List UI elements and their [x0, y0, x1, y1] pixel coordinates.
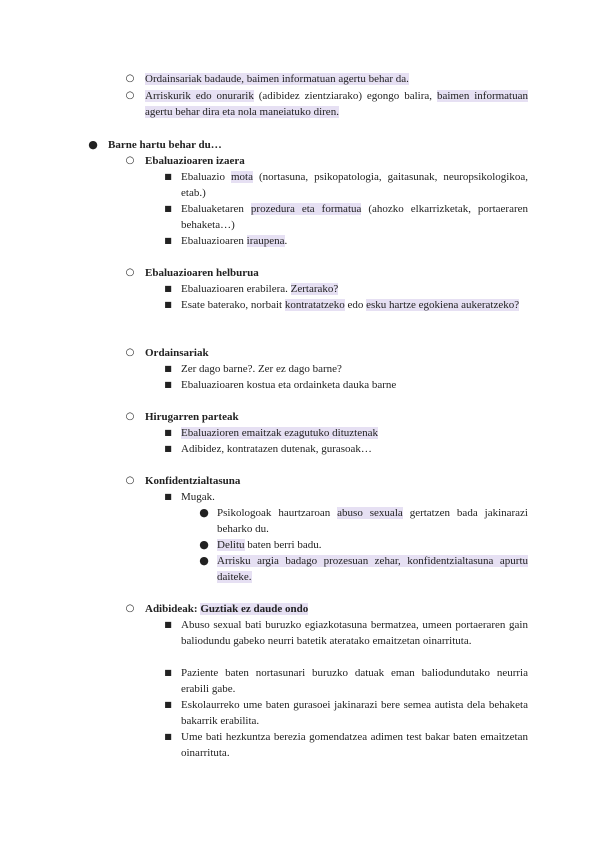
list-item-text — [181, 233, 528, 249]
list-item-text — [145, 71, 528, 87]
list-item-text — [108, 137, 528, 153]
highlighted-text: esku hartze egokiena aukeratzeko? — [366, 299, 520, 311]
text-run: Ebaluazio — [181, 171, 231, 183]
circle-bullet-icon: ○ — [125, 90, 135, 101]
list-item-text — [145, 409, 528, 425]
square-bullet-icon: ■ — [164, 700, 172, 709]
square-bullet-icon: ■ — [164, 732, 172, 741]
list-item — [164, 697, 528, 729]
list-item-text — [181, 441, 528, 457]
list-item-text — [217, 553, 528, 585]
text-run: Paziente baten nortasunari buruzko datuak eman baliodundutako neurria erabili gabe. — [181, 667, 528, 695]
list-item-text — [145, 473, 528, 489]
list-item — [164, 441, 528, 457]
text-run: Ebaluazioaren erabilera. — [181, 283, 291, 295]
square-bullet-icon: ■ — [164, 236, 172, 245]
list-item-text — [181, 169, 528, 201]
highlighted-text: Delitu — [217, 539, 245, 551]
disc-bullet-icon: ● — [199, 554, 209, 567]
highlighted-text: baimen informatuan agertu behar dira eta nola maneiatuko diren. — [145, 90, 528, 118]
text-run: edo — [344, 299, 367, 311]
text-run: Zer dago barne?. Zer ez dago barne? — [181, 363, 342, 375]
list-item — [164, 201, 529, 233]
text-run: Ebaluazioaren — [181, 235, 247, 247]
highlighted-text: Ebaluazioren emaitzak ezagutuko dituztenak — [181, 427, 378, 439]
text-run: Mugak. — [181, 491, 215, 503]
circle-bullet-icon: ○ — [125, 603, 135, 614]
list-item — [164, 281, 528, 297]
list-item-text — [181, 665, 528, 697]
square-bullet-icon: ■ — [164, 300, 172, 309]
square-bullet-icon: ■ — [164, 668, 172, 677]
highlighted-text: Zertarako? — [290, 283, 339, 295]
list-item — [88, 137, 528, 153]
list-item-text — [145, 345, 528, 361]
highlighted-text: kontratatzeko — [284, 299, 345, 311]
list-item — [125, 71, 528, 87]
list-item-text — [145, 153, 528, 169]
list-item-text — [181, 617, 528, 649]
list-item — [125, 345, 528, 361]
list-item — [164, 297, 528, 313]
list-item-text — [181, 425, 528, 441]
text-run: Hirugarren parteak — [145, 411, 239, 423]
text-run: Psikologoak haurtzaroan — [217, 507, 338, 519]
list-item-text — [145, 601, 528, 617]
list-item — [125, 88, 528, 120]
list-item-text — [181, 297, 528, 313]
text-run: baten berri badu. — [244, 539, 322, 551]
list-item-text — [181, 697, 528, 729]
circle-bullet-icon: ○ — [125, 411, 135, 422]
list-item — [199, 537, 528, 553]
list-item-text — [145, 265, 528, 281]
list-item — [199, 505, 528, 537]
list-item — [164, 425, 528, 441]
square-bullet-icon: ■ — [164, 284, 172, 293]
list-item-text — [181, 377, 528, 393]
text-run: Abuso sexual bati buruzko egiazkotasuna bermatzea, umeen portaeraren gain baliodundu gabeko neurri batetik ateratako emaitzetan oinarrituta. — [181, 619, 528, 647]
text-run: Ebaluazioaren kostua eta ordainketa dauka barne — [181, 379, 397, 391]
list-item — [164, 729, 528, 761]
text-run: Barne hartu behar du… — [108, 139, 222, 151]
list-item — [164, 233, 528, 249]
highlighted-text: Ordainsariak badaude, baimen informatuan agertu behar da. — [145, 73, 409, 85]
list-item — [125, 601, 528, 617]
square-bullet-icon: ■ — [164, 492, 172, 501]
list-item — [164, 665, 528, 697]
circle-bullet-icon: ○ — [125, 73, 135, 84]
text-run: (adibidez zientziarako) egongo balira, — [253, 90, 437, 102]
list-item — [125, 409, 528, 425]
text-run: Ebaluazioaren helburua — [145, 267, 259, 279]
square-bullet-icon: ■ — [164, 428, 172, 437]
highlighted-text: Arriskurik edo onurarik — [145, 90, 254, 102]
square-bullet-icon: ■ — [164, 444, 172, 453]
square-bullet-icon: ■ — [164, 380, 172, 389]
text-run: . — [284, 235, 288, 247]
circle-bullet-icon: ○ — [125, 475, 135, 486]
text-run: Adibideak: — [145, 603, 201, 615]
list-item — [125, 473, 528, 489]
list-item — [164, 489, 528, 505]
text-run: gertatzen bada jakinarazi beharko du. — [217, 507, 528, 535]
circle-bullet-icon: ○ — [125, 267, 135, 278]
highlighted-text: Arrisku argia badago prozesuan zehar, konfidentzialtasuna apurtu daiteke. — [217, 555, 528, 583]
square-bullet-icon: ■ — [164, 620, 172, 629]
highlighted-text: iraupena — [246, 235, 285, 247]
highlighted-text: prozedura eta formatua — [250, 203, 362, 215]
text-run: Ebaluaketaren — [181, 203, 251, 215]
list-item-text — [181, 361, 528, 377]
list-item-text — [181, 729, 528, 761]
square-bullet-icon: ■ — [164, 204, 172, 213]
text-run: Esate baterako, norbait — [181, 299, 285, 311]
circle-bullet-icon: ○ — [125, 347, 135, 358]
list-item-text — [181, 489, 528, 505]
text-run: Adibidez, kontratazen dutenak, gurasoak… — [181, 443, 372, 455]
list-item — [164, 169, 528, 201]
list-item-text — [145, 88, 528, 120]
list-item — [164, 361, 528, 377]
list-item — [125, 265, 528, 281]
highlighted-text: Guztiak ez daude ondo — [200, 603, 309, 615]
list-item — [125, 153, 528, 169]
list-item-text — [217, 537, 528, 553]
square-bullet-icon: ■ — [164, 364, 172, 373]
highlighted-text: abuso sexuala — [337, 507, 403, 519]
text-run: Ebaluazioaren izaera — [145, 155, 245, 167]
text-run: (ahozko elkarrizketak, portaeraren behaketa…) — [181, 203, 529, 231]
highlighted-text: mota — [230, 171, 253, 183]
circle-bullet-icon: ○ — [125, 155, 135, 166]
disc-bullet-icon: ● — [199, 538, 209, 551]
square-bullet-icon: ■ — [164, 172, 172, 181]
list-item-text — [181, 281, 528, 297]
list-item-text — [217, 505, 528, 537]
list-item — [199, 553, 528, 585]
text-run: Ordainsariak — [145, 347, 209, 359]
disc-bullet-icon: ● — [88, 138, 98, 151]
disc-bullet-icon: ● — [199, 506, 209, 519]
list-item — [164, 377, 528, 393]
text-run: Eskolaurreko ume baten gurasoei jakinarazi bere semea autista dela behaketa bakarrik erabilita. — [181, 699, 528, 727]
text-run: Ume bati hezkuntza berezia gomendatzea adimen test bakar baten emaitzetan oinarrituta. — [181, 731, 528, 759]
text-run: Konfidentzialtasuna — [145, 475, 241, 487]
list-item — [164, 617, 528, 649]
text-run: (nortasuna, psikopatologia, gaitasunak, neuropsikologikoa, etab.) — [181, 171, 528, 199]
list-item-text — [181, 201, 528, 233]
